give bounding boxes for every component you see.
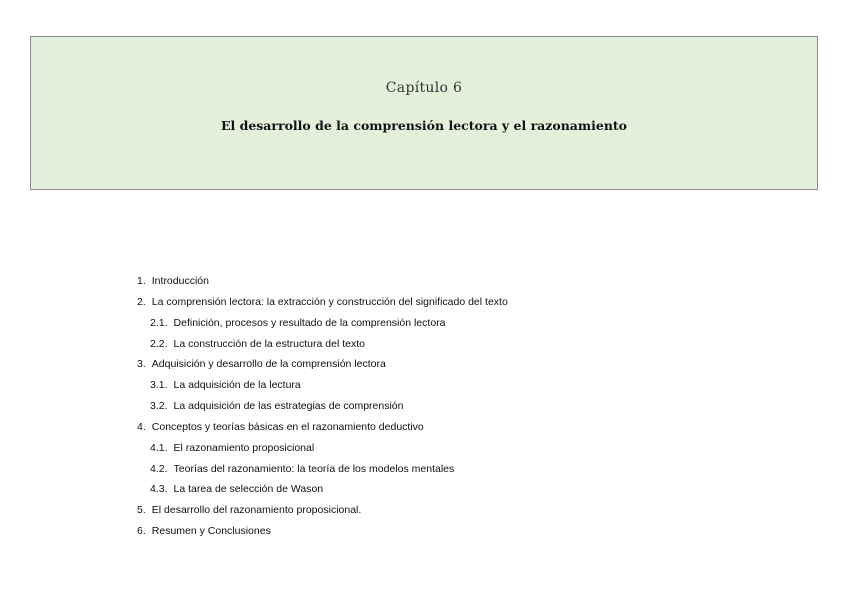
chapter-title: El desarrollo de la comprensión lectora y el razonamiento bbox=[220, 118, 628, 133]
toc-item-number: 2.1. bbox=[150, 316, 168, 329]
toc-item-number: 5. bbox=[137, 504, 146, 517]
toc-item bbox=[137, 418, 508, 439]
chapter-label: Capítulo 6 bbox=[385, 80, 463, 96]
toc-item-number: 3.2. bbox=[150, 400, 168, 413]
toc-item-number: 3.1. bbox=[150, 379, 168, 392]
toc-item-text: Definición, procesos y resultado de la comprensión lectora bbox=[173, 316, 446, 329]
toc-item-number: 1. bbox=[137, 275, 146, 287]
toc-item-number: 2.2. bbox=[150, 337, 168, 350]
toc-item bbox=[137, 522, 508, 543]
toc-item-text: La tarea de selección de Wason bbox=[173, 483, 324, 496]
toc-item-number: 2. bbox=[137, 295, 146, 308]
toc-item-text: La construcción de la estructura del texto bbox=[173, 337, 365, 350]
toc-item-number: 3. bbox=[137, 358, 146, 371]
toc-item-number: 4.2. bbox=[150, 462, 168, 475]
toc-item-number: 4.3. bbox=[150, 483, 168, 496]
chapter-header-box bbox=[30, 36, 818, 190]
toc-item bbox=[137, 314, 508, 335]
toc-item bbox=[137, 355, 508, 376]
toc-item bbox=[137, 272, 508, 293]
toc-item-number: 4.1. bbox=[150, 441, 168, 454]
toc-item-text: La adquisición de la lectura bbox=[173, 379, 301, 392]
toc-item-text: El desarrollo del razonamiento proposicional. bbox=[151, 504, 362, 517]
table-of-contents bbox=[137, 272, 508, 543]
toc-item bbox=[137, 460, 508, 481]
toc-item bbox=[137, 293, 508, 314]
toc-item-text: Resumen y Conclusiones bbox=[151, 525, 271, 538]
toc-item-text: Introducción bbox=[151, 275, 209, 287]
toc-item-number: 4. bbox=[137, 420, 146, 433]
toc-item bbox=[137, 376, 508, 397]
toc-item bbox=[137, 501, 508, 522]
toc-item-number: 6. bbox=[137, 525, 146, 538]
toc-item bbox=[137, 480, 508, 501]
toc-item-text: El razonamiento proposicional bbox=[173, 441, 315, 454]
toc-item-text: La comprensión lectora: la extracción y construcción del significado del texto bbox=[151, 295, 508, 308]
toc-item-text: Teorías del razonamiento: la teoría de los modelos mentales bbox=[173, 462, 455, 475]
toc-item bbox=[137, 439, 508, 460]
toc-item-text: Adquisición y desarrollo de la comprensión lectora bbox=[151, 358, 386, 371]
toc-item-text: La adquisición de las estrategias de comprensión bbox=[173, 400, 404, 413]
toc-item-text: Conceptos y teorías básicas en el razonamiento deductivo bbox=[151, 420, 424, 433]
toc-item bbox=[137, 397, 508, 418]
toc-item bbox=[137, 335, 508, 356]
